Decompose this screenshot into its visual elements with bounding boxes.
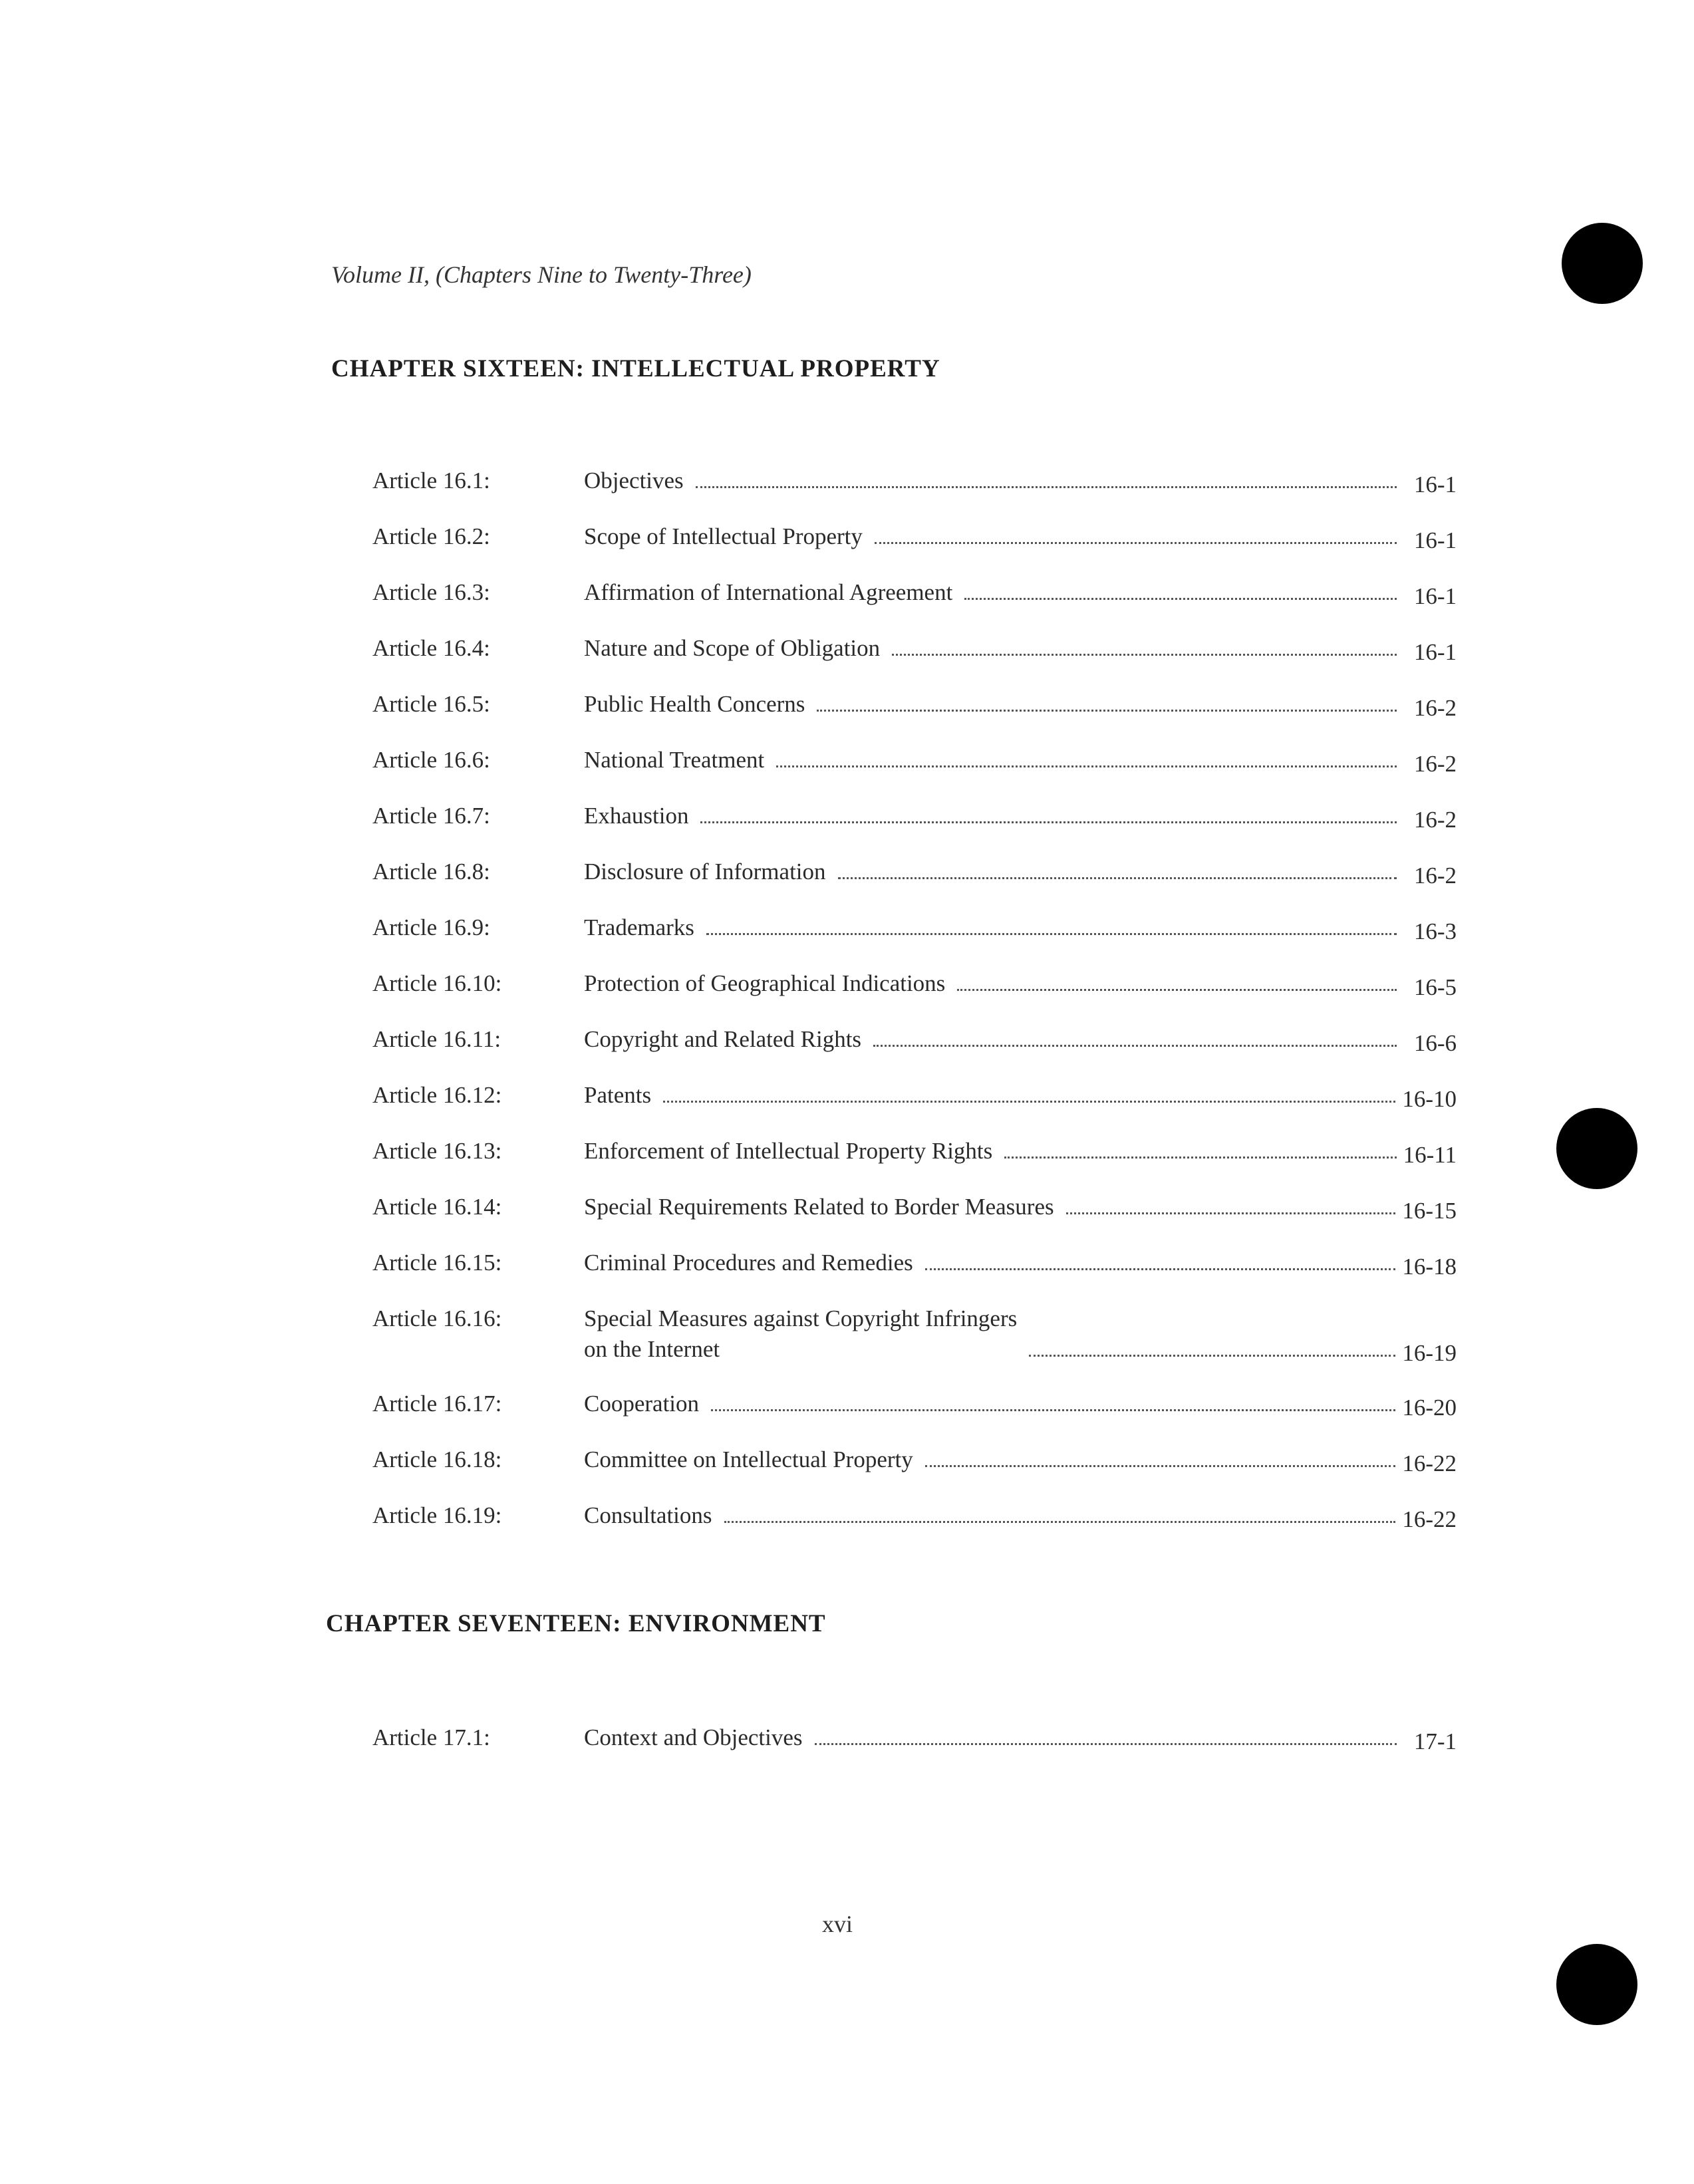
article-number: Article 16.12: [372, 1082, 502, 1108]
toc-entry[interactable] [372, 633, 1457, 689]
page-reference: 16-15 [1402, 1198, 1457, 1224]
dot-leader [957, 989, 1397, 991]
toc-entry[interactable] [372, 1303, 1457, 1389]
toc-entry[interactable] [372, 857, 1457, 912]
dot-leader [663, 1101, 1395, 1103]
dot-leader [1066, 1212, 1396, 1214]
toc-entry[interactable] [372, 1389, 1457, 1444]
article-number: Article 17.1: [372, 1724, 490, 1750]
page-reference: 16-5 [1413, 974, 1457, 1000]
toc-entry[interactable] [372, 689, 1457, 745]
article-number: Article 16.3: [372, 579, 490, 605]
toc-entry[interactable] [372, 1192, 1457, 1248]
page-number: xvi [822, 1911, 853, 1937]
page-reference: 16-2 [1413, 807, 1457, 833]
toc-entry[interactable] [372, 1136, 1457, 1192]
toc-entry[interactable] [372, 801, 1457, 857]
article-number: Article 16.11: [372, 1026, 501, 1052]
article-title: Patents [584, 1082, 652, 1108]
article-number: Article 16.2: [372, 523, 490, 549]
page-reference: 16-22 [1402, 1450, 1457, 1476]
page-reference: 16-1 [1413, 583, 1457, 609]
page-reference: 16-20 [1402, 1395, 1457, 1421]
page-reference: 17-1 [1413, 1728, 1457, 1754]
article-title: Protection of Geographical Indications [584, 970, 946, 996]
toc-entry[interactable] [372, 1248, 1457, 1303]
article-number: Article 16.18: [372, 1446, 502, 1472]
article-title: Scope of Intellectual Property [584, 523, 863, 549]
punch-hole [1562, 223, 1643, 304]
page-reference: 16-2 [1413, 695, 1457, 721]
punch-hole [1556, 1108, 1637, 1189]
article-title: Affirmation of International Agreement [584, 579, 953, 605]
article-title: Objectives [584, 468, 684, 493]
page-reference: 16-19 [1402, 1340, 1457, 1366]
dot-leader [964, 598, 1397, 600]
toc-entry[interactable] [372, 1444, 1457, 1500]
toc-entry[interactable] [372, 1024, 1457, 1080]
article-title: Context and Objectives [584, 1724, 803, 1750]
toc-entry[interactable] [372, 1722, 1457, 1778]
article-title: Trademarks [584, 914, 694, 940]
article-title: Consultations [584, 1502, 712, 1528]
dot-leader [838, 877, 1397, 879]
article-title: Criminal Procedures and Remedies [584, 1250, 913, 1276]
toc-entry[interactable] [372, 745, 1457, 801]
page-reference: 16-1 [1413, 527, 1457, 553]
article-title: Enforcement of Intellectual Property Rights [584, 1138, 993, 1164]
page-reference: 16-6 [1413, 1030, 1457, 1056]
dot-leader [724, 1521, 1396, 1523]
article-title: Public Health Concerns [584, 691, 805, 717]
article-number: Article 16.5: [372, 691, 490, 717]
article-title: Disclosure of Information [584, 859, 826, 885]
dot-leader [706, 933, 1397, 935]
punch-hole [1556, 1944, 1637, 2025]
article-number: Article 16.15: [372, 1250, 502, 1276]
dot-leader [925, 1268, 1396, 1270]
article-number: Article 16.19: [372, 1502, 502, 1528]
dot-leader [696, 486, 1397, 488]
article-title-continued: on the Internet [584, 1336, 720, 1362]
article-title: Exhaustion [584, 803, 689, 829]
dot-leader [711, 1409, 1395, 1411]
article-title: Cooperation [584, 1391, 700, 1417]
article-number: Article 16.10: [372, 970, 502, 996]
article-number: Article 16.6: [372, 747, 490, 773]
page-reference: 16-1 [1413, 472, 1457, 497]
page-reference: 16-22 [1402, 1506, 1457, 1532]
article-number: Article 16.7: [372, 803, 490, 829]
article-number: Article 16.14: [372, 1194, 502, 1220]
article-number: Article 16.13: [372, 1138, 502, 1164]
volume-title: Volume II, (Chapters Nine to Twenty-Three) [331, 261, 752, 288]
page-reference: 16-3 [1413, 918, 1457, 944]
dot-leader [815, 1743, 1397, 1745]
toc-entry[interactable] [372, 1500, 1457, 1556]
dot-leader [892, 654, 1397, 656]
page-reference: 16-2 [1413, 751, 1457, 777]
toc-entry[interactable] [372, 968, 1457, 1024]
article-title: Committee on Intellectual Property [584, 1446, 913, 1472]
toc-entry[interactable] [372, 912, 1457, 968]
chapter-heading: CHAPTER SIXTEEN: INTELLECTUAL PROPERTY [331, 355, 940, 382]
toc-entry[interactable] [372, 521, 1457, 577]
article-number: Article 16.4: [372, 635, 490, 661]
dot-leader [776, 765, 1397, 767]
page-reference: 16-10 [1402, 1086, 1457, 1112]
dot-leader [873, 1045, 1397, 1047]
chapter-heading: CHAPTER SEVENTEEN: ENVIRONMENT [326, 1610, 826, 1637]
article-title: Copyright and Related Rights [584, 1026, 862, 1052]
dot-leader [817, 710, 1397, 712]
dot-leader [700, 821, 1397, 823]
page-reference: 16-2 [1413, 863, 1457, 888]
page-reference: 16-1 [1413, 639, 1457, 665]
article-title: Special Requirements Related to Border Measures [584, 1194, 1054, 1220]
dot-leader [875, 542, 1397, 544]
toc-entry[interactable] [372, 1080, 1457, 1136]
article-title: National Treatment [584, 747, 765, 773]
article-number: Article 16.16: [372, 1305, 502, 1331]
article-title: Nature and Scope of Obligation [584, 635, 881, 661]
article-number: Article 16.9: [372, 914, 490, 940]
toc-list [372, 466, 1457, 1556]
article-number: Article 16.8: [372, 859, 490, 885]
page-reference: 16-18 [1402, 1254, 1457, 1280]
toc-list [372, 1722, 1457, 1778]
article-number: Article 16.17: [372, 1391, 502, 1417]
toc-entry[interactable] [372, 466, 1457, 521]
page-reference: 16-11 [1403, 1142, 1457, 1168]
dot-leader [1029, 1355, 1395, 1357]
dot-leader [925, 1465, 1396, 1467]
toc-entry[interactable] [372, 577, 1457, 633]
dot-leader [1004, 1157, 1396, 1159]
article-number: Article 16.1: [372, 468, 490, 493]
article-title: Special Measures against Copyright Infringers [584, 1305, 1018, 1331]
